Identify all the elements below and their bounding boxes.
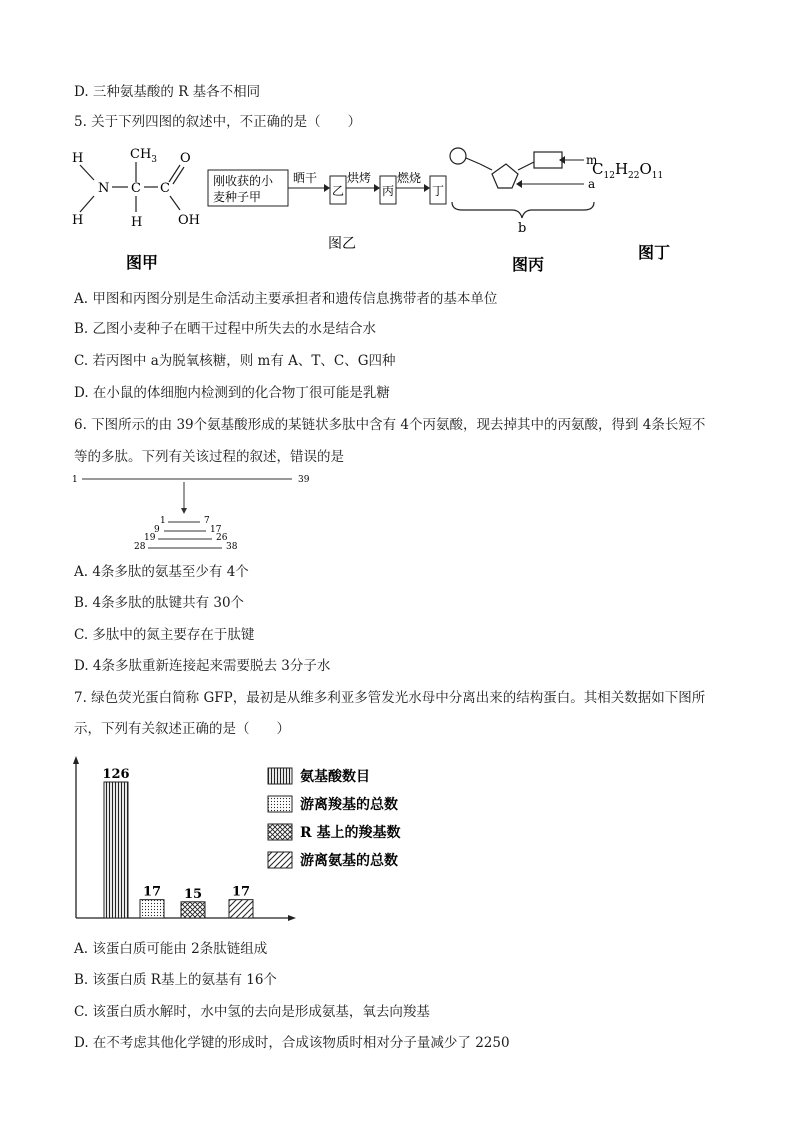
q5-option-c: C. 若丙图中 a为脱氧核糖，则 m有 A、T、C、G四种 [74,353,396,369]
fig-jia-caption: 图甲 [126,253,159,272]
seg4-end: 38 [226,542,238,552]
seg2-start: 9 [154,525,160,535]
q6-stem-line1: 6. 下图所示的由 39个氨基酸形成的某链状多肽中含有 4个丙氨酸，现去掉其中的丙氨酸，得到 4条长短不 [74,417,706,433]
h-atom: H [72,213,84,228]
seg3-end: 26 [216,533,228,543]
seg4-start: 28 [134,542,146,552]
alpha-c: C [131,181,141,196]
legend-label: R 基上的羧基数 [300,825,401,841]
seg3-start: 19 [144,533,156,543]
q7-option-b: B. 该蛋白质 R基上的氨基有 16个 [74,972,277,988]
b-label: b [518,221,527,236]
svg-text:C12H22O11: $C_{12}H_{22}O_{11}$ [592,160,664,181]
box3: 丁 [432,184,445,198]
seg1-start: 1 [160,516,166,526]
bar-3 [181,902,205,918]
q6-peptide-diagram [66,472,326,552]
ch3-group: $CH_3$ [130,147,158,165]
m-label: m [586,153,598,167]
n-atom: N [98,181,110,196]
full-start: 1 [72,475,78,485]
q7-option-c: C. 该蛋白质水解时，水中氢的去向是形成氨基，氧去向羧基 [74,1004,430,1020]
bar-value-label: 17 [142,884,162,900]
bar-value-label: 15 [183,886,203,902]
seg2-end: 17 [210,525,222,535]
q5-figures [60,140,720,280]
step2-label: 烘烤 [347,171,372,185]
o-atom: O [180,151,191,166]
a-label: a [588,177,596,191]
q7-option-a: A. 该蛋白质可能由 2条肽链组成 [74,941,268,957]
bar-value-label: 126 [102,767,130,782]
q5-option-d: D. 在小鼠的体细胞内检测到的化合物丁很可能是乳糖 [74,385,390,401]
bar-1 [104,782,128,918]
start-line2: 麦种子甲 [213,190,262,204]
legend-swatch [268,768,292,784]
h-atom: H [72,151,84,166]
fig-jia-structure [72,147,200,230]
legend-label: 氨基酸数目 [300,769,370,785]
bar-2 [140,900,164,918]
q6-option-d: D. 4条多肽重新连接起来需要脱去 3分子水 [74,658,331,674]
q6-option-b: B. 4条多肽的肽键共有 30个 [74,595,245,611]
q7-option-d: D. 在不考虑其他化学键的形成时，合成该物质时相对分子量减少了 2250 [74,1035,510,1051]
fig-bing-nucleotide [450,148,598,236]
q6-option-c: C. 多肽中的氮主要存在于肽键 [74,627,255,643]
fig-bing-caption: 图丙 [512,255,545,274]
q5-stem: 5. 关于下列四图的叙述中，不正确的是（ ） [74,114,362,130]
oh-group: OH [178,213,200,228]
q5-option-a: A. 甲图和丙图分别是生命活动主要承担者和遗传信息携带者的基本单位 [74,291,498,307]
legend-swatch [268,796,292,812]
q6-stem-line2: 等的多肽。下列有关该过程的叙述，错误的是 [74,449,344,465]
q7-stem-line1: 7. 绿色荧光蛋白简称 GFP，最初是从维多利亚多管发光水母中分离出来的结构蛋白。其相关数据如下图所 [74,690,706,706]
box1: 乙 [332,184,345,198]
bar-value-label: 17 [231,884,251,900]
step1-label: 晒干 [293,171,318,185]
bars-group [102,767,253,918]
bar-4 [229,900,253,918]
legend-label: 游离氨基的总数 [300,853,398,869]
q5-option-b: B. 乙图小麦种子在晒干过程中所失去的水是结合水 [74,321,377,337]
gfp-bar-chart [60,752,440,927]
fig-ding-formula [592,160,663,181]
chart-legend [268,768,401,869]
full-end: 39 [298,475,310,485]
fig-yi-flow [208,170,446,206]
fig-ding-caption: 图丁 [638,243,671,262]
q6-option-a: A. 4条多肽的氨基至少有 4个 [74,564,249,580]
q4-option-d: D. 三种氨基酸的 R 基各不相同 [74,84,261,100]
legend-swatch [268,852,292,868]
q7-stem-line2: 示，下列有关叙述正确的是（ ） [74,721,290,737]
box2: 丙 [382,184,395,198]
start-line1: 刚收获的小 [213,174,274,188]
step3-label: 燃烧 [397,171,422,185]
carboxyl-c: C [160,181,170,196]
legend-swatch [268,824,292,840]
h-atom: H [131,215,143,230]
seg1-end: 7 [204,516,210,526]
fig-yi-caption: 图乙 [328,236,356,252]
legend-label: 游离羧基的总数 [300,797,398,813]
